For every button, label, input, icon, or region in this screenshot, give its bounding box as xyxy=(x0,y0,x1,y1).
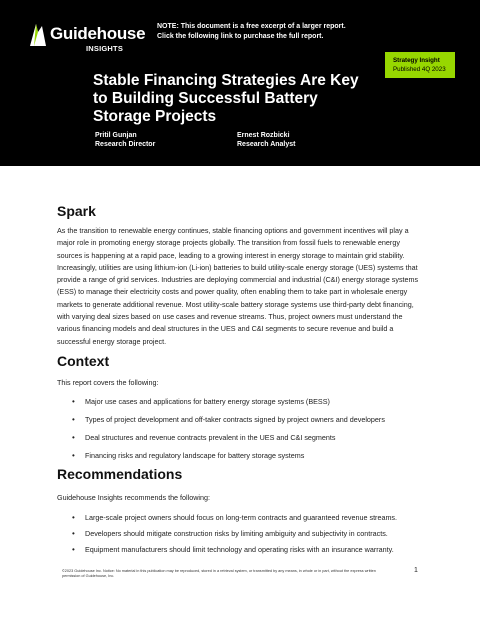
notice-line-1: NOTE: This document is a free excerpt of a larger report. xyxy=(157,23,346,30)
author-2 xyxy=(237,131,296,149)
list-item: • Financing risks and regulatory landscape for battery storage systems xyxy=(57,451,437,461)
list-item: • Developers should mitigate construction risks by limiting ambiguity and subjectivity in contracts. xyxy=(57,529,427,539)
author-name: Pritil Gunjan xyxy=(95,132,137,139)
list-item: • Large-scale project owners should focus on long-term contracts and guaranteed revenue streams. xyxy=(57,512,427,523)
list-item: • Major use cases and applications for battery energy storage systems (BESS) xyxy=(57,397,437,407)
logo-name: Guidehouse xyxy=(50,24,146,43)
list-item: • Types of project development and off-taker contracts signed by project owners and developers xyxy=(57,415,437,425)
author-name: Ernest Rozbicki xyxy=(237,132,290,139)
notice-line-2[interactable]: Click the following link to purchase the full report. xyxy=(157,33,324,40)
insight-badge xyxy=(385,52,455,78)
author-role: Research Director xyxy=(95,141,156,148)
report-title: Stable Financing Strategies Are Key to Building Successful Battery Storage Projects xyxy=(93,72,359,125)
list-item: • Equipment manufacturers should limit technology and operating risks with an insurance warranty. xyxy=(57,545,427,555)
context-heading: Context xyxy=(57,353,110,369)
page-number: 1 xyxy=(414,567,418,574)
guidehouse-leaf-icon xyxy=(28,22,48,48)
author-role: Research Analyst xyxy=(237,141,296,148)
recommendations-list xyxy=(57,512,427,555)
spark-body: As the transition to renewable energy continues, stable financing options and government incentives will play a major role in promoting energy storage projects globally. The transition from fossil fuels to renewable energy sources is happening at a rapid pace, leading to a growing interest in energy storage to maintain grid stability. Increasingly, utilities are using lithium-ion (Li-ion) batteries to build utility-scale energy storage (UES) systems that provide a range of grid services. Industries are deploying commercial and industrial (C&I) energy storage systems (ESS) to manage their electricity costs and power quality, often enabling them to take part in wholesale energy markets to generate additional revenue. Most utility-scale battery storage systems use third-party debt financing, with varying deal sizes based on use cases and revenue streams. Thus, project owners must understand the various financing models and deal structures in the UES and C&I segments to secure revenue and build a successful energy storage project. xyxy=(57,226,419,346)
guidehouse-logo xyxy=(28,20,148,60)
spark-heading: Spark xyxy=(57,203,96,219)
list-item: • Deal structures and revenue contracts prevalent in the UES and C&I segments xyxy=(57,433,437,443)
recommendations-intro: Guidehouse Insights recommends the following: xyxy=(57,493,211,502)
report-header xyxy=(0,0,480,166)
context-list xyxy=(57,397,437,461)
copyright-notice: ©2023 Guidehouse Inc. Notice: No material in this publication may be reproduced, stored in a retrieval system, or transmitted by any means, in whole or in part, without the express written permission of Guidehouse, Inc. xyxy=(62,569,376,578)
author-1 xyxy=(95,131,155,149)
recommendations-heading: Recommendations xyxy=(57,466,183,482)
context-intro: This report covers the following: xyxy=(57,378,159,387)
excerpt-notice[interactable] xyxy=(157,22,346,42)
published-date: Published 4Q 2023 xyxy=(393,66,446,73)
insight-type: Strategy Insight xyxy=(393,57,440,64)
logo-subtitle: INSIGHTS xyxy=(86,44,124,53)
